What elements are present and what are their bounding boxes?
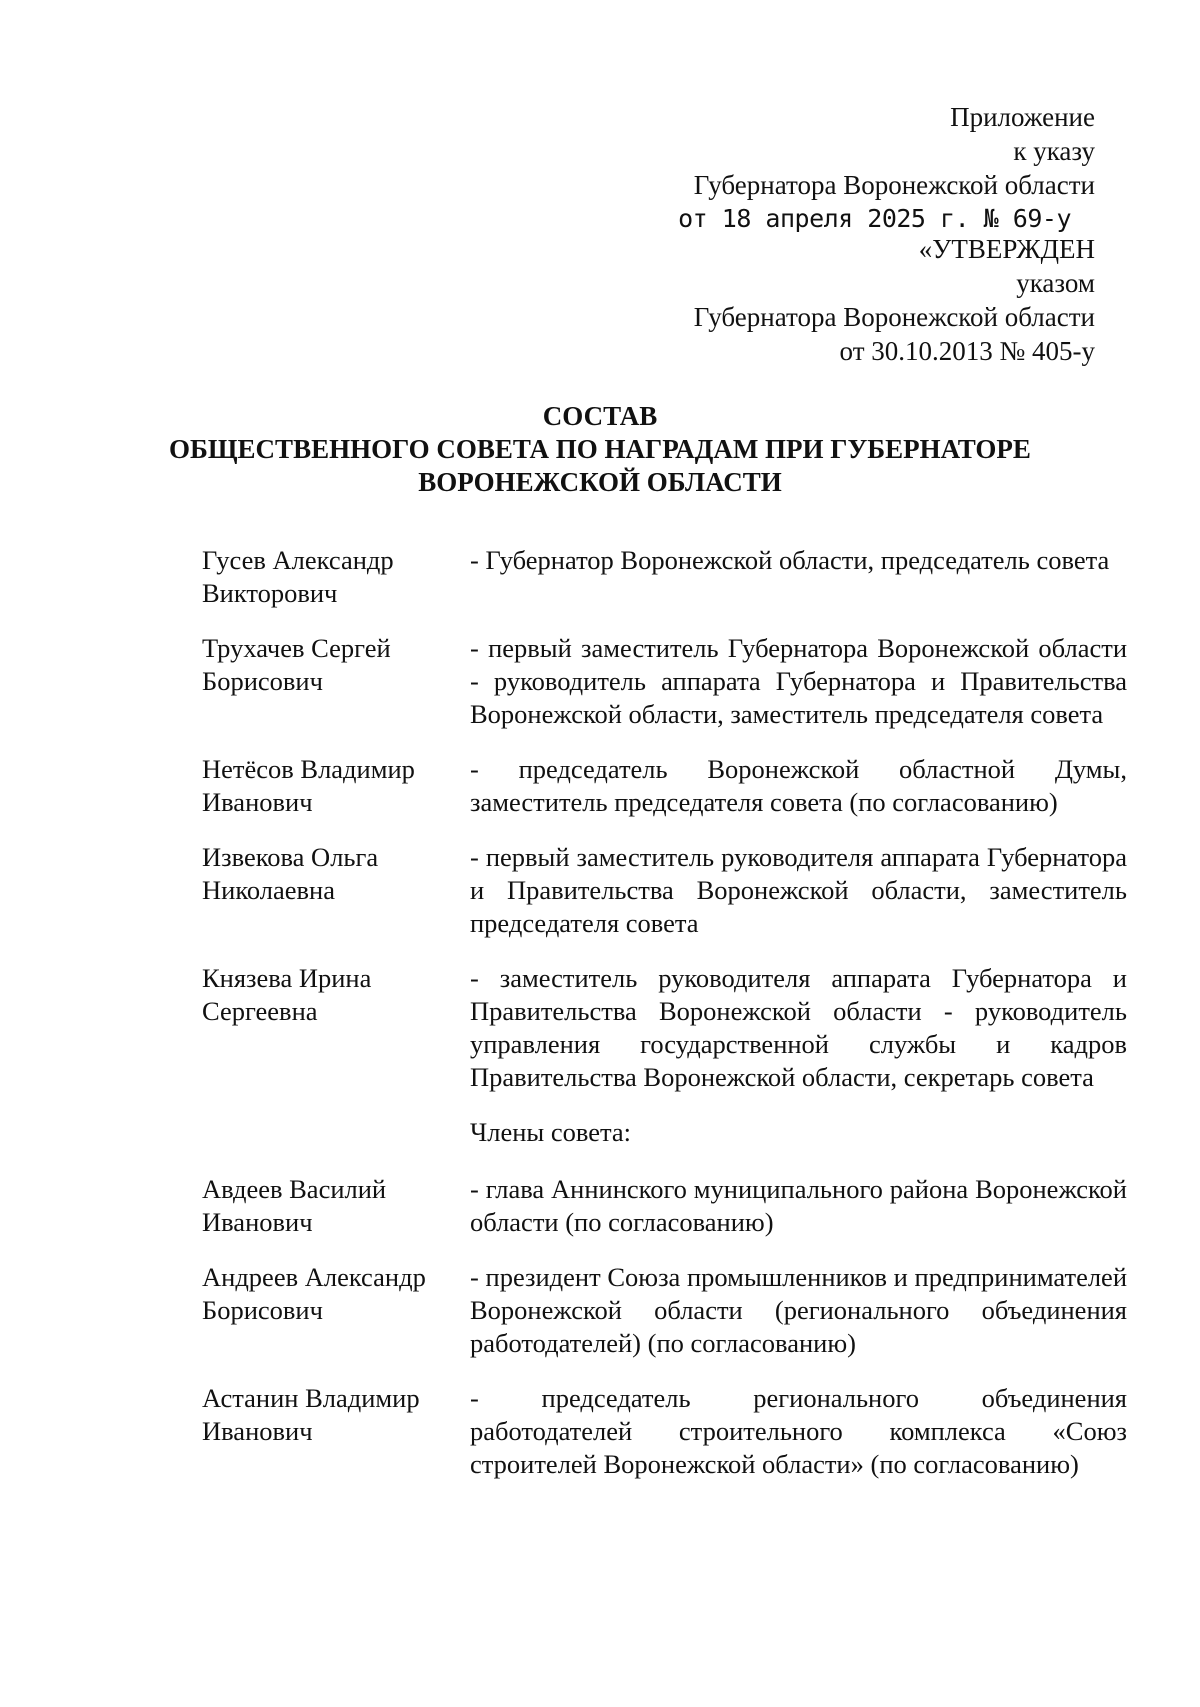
- member-name: Князева Ирина Сергеевна: [202, 963, 372, 1026]
- member-role: - первый заместитель Губернатора Воронежской области - руководитель аппарата Губернатора и Правительства Воронежской области, заместитель председателя совета: [470, 633, 1127, 729]
- document-title: [150, 400, 1050, 499]
- approved-date: от 30.10.2013 № 405-у: [839, 336, 1095, 366]
- member-name: Извекова Ольга Николаевна: [202, 842, 379, 905]
- member-row: [202, 753, 1127, 819]
- member-role: - Губернатор Воронежской области, председатель совета: [470, 545, 1110, 575]
- member-name: Андреев Александр Борисович: [202, 1262, 426, 1325]
- members-section-label: Члены совета:: [470, 1117, 631, 1147]
- member-role: - президент Союза промышленников и предпринимателей Воронежской области (регионального объединения работодателей) (по согласованию): [470, 1262, 1127, 1358]
- title-line-3: ВОРОНЕЖСКОЙ ОБЛАСТИ: [418, 467, 782, 497]
- registration-stamp: от 18 апреля 2025 г. № 69-у: [678, 204, 1071, 233]
- member-row: [202, 1261, 1127, 1360]
- appendix-header: [535, 100, 1095, 368]
- member-row: [202, 962, 1127, 1094]
- member-role: - председатель Воронежской областной Думы, заместитель председателя совета (по согласованию): [470, 754, 1127, 817]
- title-line-1: СОСТАВ: [542, 401, 658, 431]
- appendix-label: Приложение: [950, 102, 1095, 132]
- member-name: Астанин Владимир Иванович: [202, 1383, 420, 1446]
- member-name: Трухачев Сергей Борисович: [202, 633, 391, 696]
- approved-by-decree: указом: [1016, 268, 1095, 298]
- member-role: - глава Аннинского муниципального района Воронежской области (по согласованию): [470, 1174, 1127, 1237]
- member-row: [202, 544, 1127, 610]
- member-name: Нетёсов Владимир Иванович: [202, 754, 415, 817]
- member-role: - первый заместитель руководителя аппарата Губернатора и Правительства Воронежской области, заместитель председателя совета: [470, 842, 1127, 938]
- member-name: Авдеев Василий Иванович: [202, 1174, 387, 1237]
- decree-ref: к указу: [1013, 136, 1095, 166]
- title-line-2: ОБЩЕСТВЕННОГО СОВЕТА ПО НАГРАДАМ ПРИ ГУБЕРНАТОРЕ: [169, 434, 1031, 464]
- member-row: [202, 1382, 1127, 1481]
- member-row: [202, 1173, 1127, 1239]
- member-role: - заместитель руководителя аппарата Губернатора и Правительства Воронежской области - руководитель управления государственной службы и кадров Правительства Воронежской области, секретарь совета: [470, 963, 1127, 1092]
- approved-governor-ref: Губернатора Воронежской области: [693, 302, 1095, 332]
- member-row: [202, 841, 1127, 940]
- council-composition: [202, 544, 1127, 1503]
- member-row: [202, 632, 1127, 731]
- governor-ref: Губернатора Воронежской области: [693, 170, 1095, 200]
- member-role: - председатель регионального объединения работодателей строительного комплекса «Союз строителей Воронежской области» (по согласованию): [470, 1383, 1127, 1479]
- approved-label: «УТВЕРЖДЕН: [918, 234, 1095, 264]
- member-name: Гусев Александр Викторович: [202, 545, 394, 608]
